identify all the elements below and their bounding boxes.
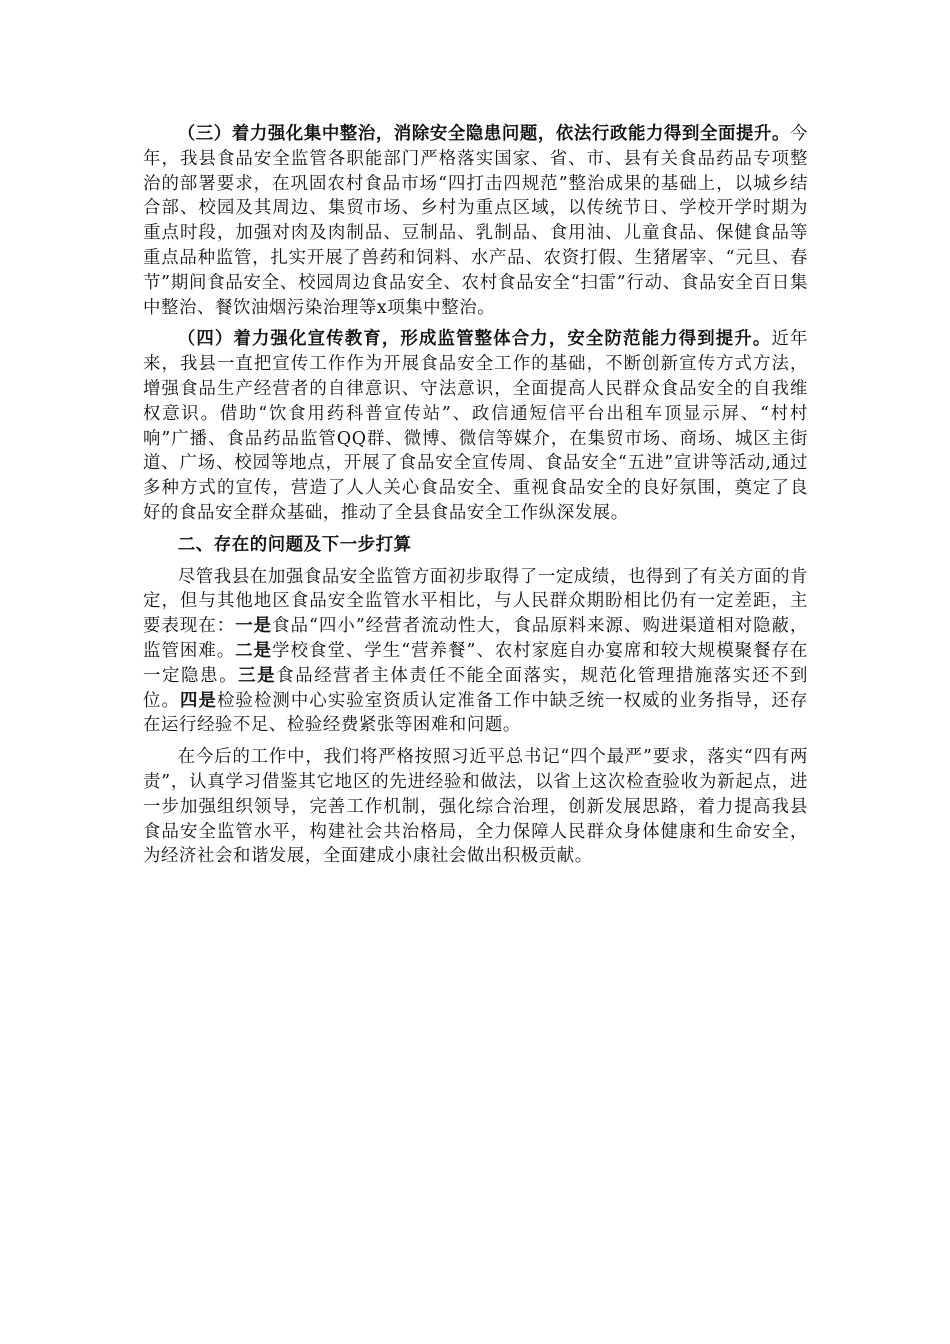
- paragraph-body: 近年来，我县一直把宣传工作作为开展食品安全工作的基础，不断创新宣传方式方法，增强食品生产经营者的自律意识、守法意识，全面提高人民群众食品安全的自我维权意识。借助“饮食用药科普宣传站”、政信通短信平台出租车顶显示屏、“村村响”广播、食品药品监管QQ群、微博、微信等媒介，在集贸市场、商场、城区主街道、广场、校园等地点，开展了食品安全宣传周、食品安全“五进”宣讲等活动,通过多种方式的宣传，营造了人人关心食品安全、重视食品安全的良好氛围，奠定了良好的食品安全群众基础，推动了全县食品安全工作纵深发展。: [143, 329, 809, 523]
- problem-text: 学校食堂、学生“营养餐”、农村家庭自办宴席和较大规模聚餐存在一定隐患。: [143, 640, 808, 686]
- problem-text: 食品“四小”经营者流动性大，食品原料来源、购进渠道相对隐蔽，监管困难。: [143, 616, 808, 661]
- document-page: [143, 122, 808, 876]
- problem-label: 一是: [235, 616, 273, 637]
- problem-label: 二是: [235, 640, 273, 661]
- paragraph-lead: （三）着力强化集中整治，消除安全隐患问题，依法行政能力得到全面提升。: [177, 124, 790, 144]
- section-heading: 二、存在的问题及下一步打算: [177, 534, 412, 555]
- problem-label: 三是: [238, 665, 277, 686]
- problems-intro: 尽管我县在加强食品安全监管方面初步取得了一定成绩，也得到了有关方面的肯定，但与其他地区食品安全监管水平相比，与人民群众期盼相比仍有一定差距，主要表现在：: [143, 566, 808, 637]
- problem-text: 检验检测中心实验室资质认定准备工作中缺乏统一权威的业务指导，还存在运行经验不足、检验经费紧张等困难和问题。: [143, 690, 809, 736]
- paragraph-body: 今年，我县食品安全监管各职能部门严格落实国家、省、市、县有关食品药品专项整治的部署要求，在巩固农村食品市场“四打击四规范”整治成果的基础上，以城乡结合部、校园及其周边、集贸市场、乡村为重点区域，以传统节日、学校开学时期为重点时段，加强对肉及肉制品、豆制品、乳制品、食用油、儿童食品、保健食品等重点品种监管，扎实开展了兽药和饲料、水产品、农资打假、生猪屠宰、“元旦、春节”期间食品安全、校园周边食品安全、农村食品安全“扫雷”行动、食品安全百日集中整治、餐饮油烟污染治理等x项集中整治。: [143, 124, 808, 318]
- paragraph-section-3: [143, 122, 808, 320]
- problem-text: 食品经营者主体责任不能全面落实，规范化管理措施落实还不到位。: [143, 665, 808, 711]
- paragraph-problems: [143, 565, 808, 739]
- paragraph-section-4: [143, 327, 808, 525]
- problem-label: 四是: [179, 690, 217, 711]
- paragraph-lead: （四）着力强化宣传教育，形成监管整体合力，安全防范能力得到提升。: [177, 329, 772, 350]
- paragraph-closing: 在今后的工作中，我们将严格按照习近平总书记“四个最严”要求，落实“四有两责”，认真学习借鉴其它地区的先进经验和做法，以省上这次检查验收为新起点，进一步加强组织领导，完善工作机制，强化综合治理，创新发展思路，着力提高我县食品安全监管水平，构建社会共治格局，全力保障人民群众身体健康和生命安全，为经济社会和谐发展，全面建成小康社会做出积极贡献。: [143, 747, 808, 867]
